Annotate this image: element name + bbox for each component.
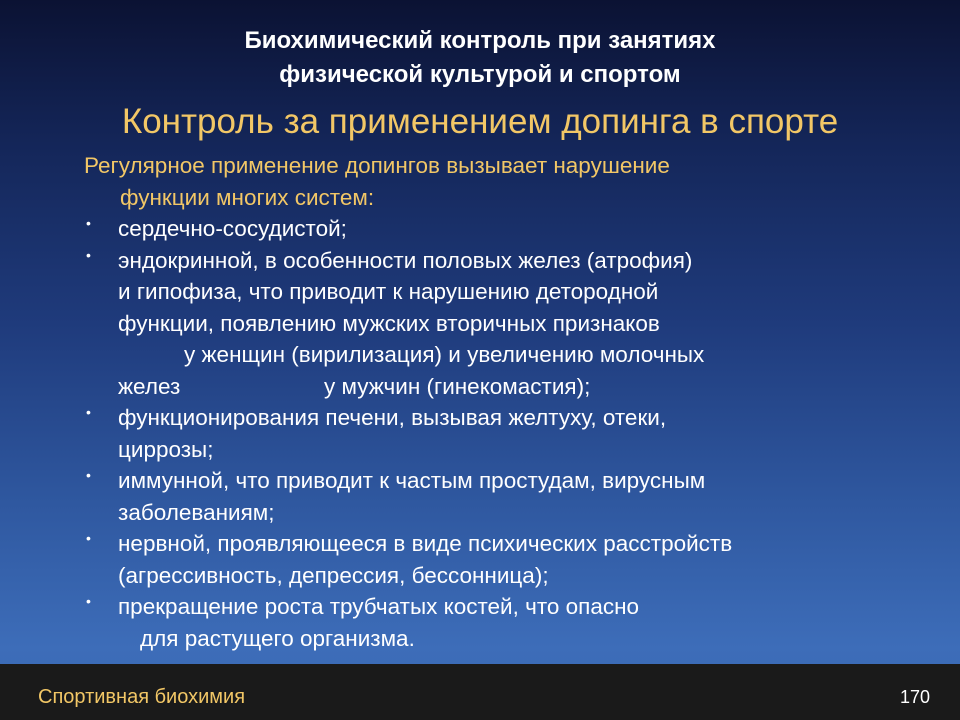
bullet-line: функционирования печени, вызывая желтуху, отеки, [118, 405, 667, 430]
bullet-line-split [118, 371, 904, 403]
bullet-line: сердечно-сосудистой; [118, 216, 347, 241]
bullet-item-nervous [84, 528, 904, 591]
footer-bar [0, 664, 960, 720]
bullet-line: функции, появлению мужских вторичных признаков [118, 310, 660, 336]
bullet-line: прекращение роста трубчатых костей, что опасно [118, 594, 640, 619]
bullet-item-immune [84, 465, 904, 528]
bullet-line: заболеваниям; [118, 499, 275, 525]
bullet-line-part: желез [118, 373, 181, 399]
bullet-line: для растущего организма. [140, 625, 415, 651]
bullet-icon: • [86, 404, 91, 420]
slide-content [84, 150, 904, 654]
bullet-line: и гипофиза, что приводит к нарушению детородной [118, 279, 659, 304]
bullet-icon: • [86, 215, 91, 231]
bullet-line: циррозы; [118, 436, 214, 462]
bullet-line: (агрессивность, депрессия, бессонница); [118, 562, 549, 588]
bullet-line: нервной, проявляющееся в виде психических расстройств [118, 531, 733, 556]
bullet-line-part: у мужчин (гинекомастия); [324, 373, 591, 399]
intro-line-2: функции многих систем: [120, 184, 375, 210]
bullet-item-endocrine [84, 245, 904, 403]
bullet-list [84, 213, 904, 654]
bullet-icon: • [86, 246, 91, 263]
bullet-line: иммунной, что приводит к частым простудам, вирусным [118, 468, 706, 493]
bullet-icon: • [86, 593, 91, 609]
intro-text [84, 150, 904, 213]
slide-title-line-1: Биохимический контроль при занятиях [244, 27, 716, 54]
footer-label: Спортивная биохимия [38, 686, 246, 708]
bullet-line: эндокринной, в особенности половых желез (атрофия) [118, 247, 693, 273]
bullet-icon: • [86, 467, 91, 483]
bullet-item-bone-growth [84, 591, 904, 654]
page-number: 170 [899, 687, 930, 707]
bullet-icon: • [86, 530, 91, 546]
slide-subtitle: Контроль за применением допинга в спорте [121, 102, 839, 141]
bullet-line: у женщин (вирилизация) и увеличению молочных [184, 342, 705, 367]
intro-line-1: Регулярное применение допингов вызывает нарушение [84, 153, 670, 178]
bullet-item-cardiovascular [84, 213, 904, 245]
slide-title [0, 24, 960, 92]
bullet-item-liver [84, 402, 904, 465]
slide-title-line-2: физической культурой и спортом [279, 61, 681, 88]
